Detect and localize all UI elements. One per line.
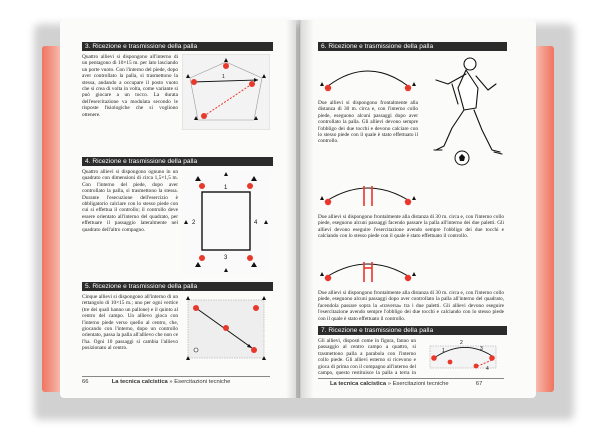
player: [325, 199, 331, 205]
subchapter-title: Esercitazioni tecniche: [392, 381, 449, 387]
player: [405, 275, 411, 281]
right-footer: [330, 381, 482, 387]
diagram-label: 3: [480, 346, 483, 352]
player: [193, 305, 199, 311]
section-6-diagram-b: [318, 172, 418, 212]
diagram-label: 1: [442, 348, 445, 354]
chapter-title: La tecnica calcistica: [330, 381, 387, 387]
right-page: [300, 20, 536, 398]
section-6-text-a: Due allievi si dispongono frontalmente alla distanza di 30 m. circa e, con l'interno collo piede, eseguono alcuni passaggi dopo aver controllato la palla. Gli allievi devono sempre l'obbligo dei due tocchi e devono calciare con lo stesso piede con il quale è stato effettuato il controllo.: [318, 100, 418, 145]
player: [253, 305, 259, 311]
breadcrumb-separator: »: [169, 379, 173, 385]
cone: [412, 82, 416, 86]
subchapter-title: Esercitazioni tecniche: [174, 379, 231, 385]
diagram-label: 4: [254, 220, 258, 226]
player: [405, 85, 411, 91]
cone: [320, 82, 324, 86]
section-7-text: Gli allievi, disposti come in figura, fanno un passaggio al centro campo a quattro, si trasmettono palla a parabola con l'interno collo piede. Gli allievi esterno si ricevono e gioca di prima con il compagno all'interno del campo, questo restituisce la palla a terra in: [318, 338, 416, 376]
right-page-edges: [534, 46, 554, 392]
player: [223, 325, 229, 331]
ball: [194, 348, 198, 352]
section-3-diagram: [182, 54, 270, 130]
diagram-label: 3: [224, 255, 228, 261]
section-5-text: Cinque allievi si dispongono all'interno di un rettangolo di 10×15 m.; uno per ogni vertice (tre dei quali hanno un pallone) e il quinto al centro del campo. Un allievo gioca con l'interno piede verso quello al centro, che, giocando con l'interno, dopo un controllo orientato, passa la palla all'allievo che non ce l'ha. Ogni 10 passaggi si cambia l'allievo posizionato al centro.: [82, 294, 178, 352]
player: [489, 355, 495, 361]
cone: [186, 296, 190, 300]
player: [474, 364, 479, 369]
section-6-diagram-c: [318, 248, 418, 288]
footer-rule: [318, 378, 504, 379]
player: [249, 81, 255, 87]
section-3-text: Quattro allievi si dispongono all'interno di un pentagono di 10×15 m. per lato lasciando un porte vuoto. Con l'interno del piede, dopo aver controllato la palla, si trasmettono la stessa, andando a occupare il posto vuoto che si crea di volta in volta, come variante si può giocare a un tocco. La durata dell'esercitazione va modulata secondo le risposte fisiologiche che si vogliono ottenere.: [82, 54, 178, 118]
diagram-label: 2: [460, 340, 463, 346]
diagram-label: 1: [224, 185, 228, 191]
breadcrumb-separator: »: [387, 381, 391, 387]
section-6-text-c: Due allievi si dispongono frontalmente alla distanza di 30 m. circa e, con l'interno collo piede, eseguono alcuni passaggi dopo aver controllato la palla all'interno del quadrato, facendola passare sopra la «traversa» tra i due paletti. Gli allievi devono eseguire l'esercitazione avendo sempre l'obbligo dei due tocchi e calciando con lo stesso piede con il quale è stato effettuato il controllo.: [318, 290, 504, 322]
player: [247, 183, 253, 189]
svg-text:1: 1: [222, 74, 225, 80]
player: [448, 360, 453, 365]
page-number: 67: [475, 381, 483, 387]
left-page: [60, 20, 296, 398]
player: [223, 63, 229, 69]
section-5-header: 5. Ricezione e trasmissione della palla: [82, 282, 273, 291]
section-7-header: 7. Ricezione e trasmissione della palla: [318, 326, 507, 335]
player: [325, 275, 331, 281]
section-6-header: 6. Ricezione e trasmissione della palla: [318, 42, 507, 51]
section-3-header: 3. Ricezione e trasmissione della palla: [82, 42, 273, 51]
chapter-title: La tecnica calcistica: [111, 379, 168, 385]
left-page-edges: [42, 46, 62, 392]
player: [191, 79, 197, 85]
player: [199, 183, 205, 189]
player: [325, 85, 331, 91]
player: [251, 347, 257, 353]
section-5-diagram: [182, 294, 270, 364]
player: [199, 255, 205, 261]
player: [201, 113, 207, 119]
player: [247, 255, 253, 261]
section-4-diagram: [182, 170, 270, 274]
diagram-label: 4: [486, 366, 489, 372]
section-6-text-b: Due allievi si dispongono frontalmente alla distanza di 30 m. circa e, con l'interno collo piede, eseguono alcuni passaggi facendo passare la palla all'interno dei due paletti. Gli allievi devono eseguire l'esercitazione avendo sempre l'obbligo dei due tocchi e calciando con lo stesso piede con il quale è stato effettuato il controllo.: [318, 214, 504, 240]
section-7-diagram: [420, 336, 506, 376]
player: [405, 199, 411, 205]
section-6-diagram-a: [318, 54, 418, 98]
section-4-header: 4. Ricezione e trasmissione della palla: [82, 157, 273, 166]
soccer-player-illustration: [422, 54, 506, 170]
page-number: 66: [82, 379, 89, 385]
cone: [262, 296, 266, 300]
book-gutter: [286, 20, 314, 398]
left-footer: [82, 379, 230, 385]
section-4-text: Quattro allievi si dispongono ognuno in un quadrato con dimensioni di circa 1,5×1,5 m. Con l'interno del piede, dopo aver controllato la palla, si trasmettono la stessa. Durante l'esecuzione dell'esercizio è obbligatorio calciare con lo stesso piede con cui si effettua il controllo; il controllo deve essere orientato all'interno del quadrato, per effettuare il passaggio lateralmente nel quadrato dell'altro compagno.: [82, 169, 178, 233]
player: [431, 355, 437, 361]
diagram-label: 2: [192, 220, 196, 226]
footer-rule: [82, 376, 270, 377]
